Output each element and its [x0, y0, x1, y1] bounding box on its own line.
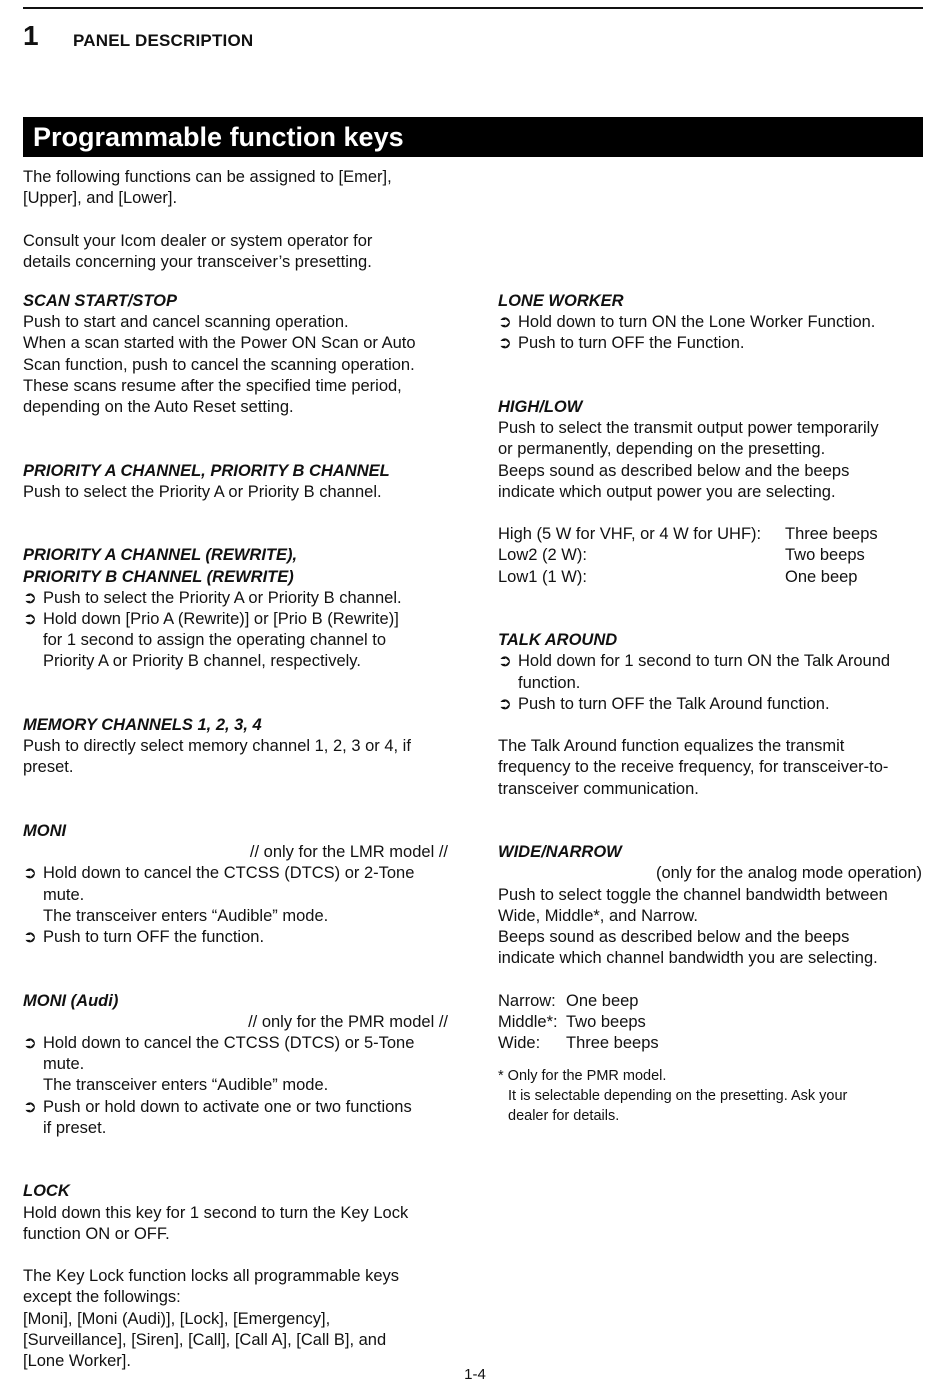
lock-title: LOCK [23, 1182, 70, 1201]
wide-narrow-line: Beeps sound as described below and the beeps [498, 927, 850, 946]
bandwidth-value: Three beeps [566, 1033, 659, 1052]
memory-title: MEMORY CHANNELS 1, 2, 3, 4 [23, 716, 262, 735]
bullet-item [23, 863, 463, 927]
bandwidth-label: Wide: [498, 1033, 541, 1052]
arrow-icon: ➲ [498, 694, 512, 713]
bullet-item [498, 651, 928, 693]
bullet-line: mute. [43, 885, 85, 904]
bullet-line: Push to turn OFF the function. [43, 928, 265, 947]
bullet-item [23, 1033, 463, 1097]
arrow-icon: ➲ [498, 313, 512, 332]
bullet-line: Push to turn OFF the Function. [518, 334, 745, 353]
arrow-icon: ➲ [23, 1034, 37, 1053]
bullet-line: Hold down for 1 second to turn ON the Talk Around [518, 652, 891, 671]
section-title-bar [23, 117, 923, 157]
bullet-line: Push to turn OFF the Talk Around function. [518, 694, 830, 713]
power-label: Low1 (1 W): [498, 567, 587, 586]
moni-note: // only for the LMR model // [249, 843, 448, 862]
priority-title: PRIORITY A CHANNEL, PRIORITY B CHANNEL [23, 461, 390, 480]
bullet-item [498, 312, 928, 333]
wide-narrow-line: Wide, Middle*, and Narrow. [498, 906, 698, 925]
bullet-item [23, 609, 463, 673]
lock-line: [Surveillance], [Siren], [Call], [Call A], [Call B], and [23, 1330, 387, 1349]
power-row [498, 545, 928, 566]
bullet-item [498, 333, 928, 354]
talk-around-line: frequency to the receive frequency, for transceiver-to- [498, 758, 889, 777]
arrow-icon: ➲ [23, 610, 37, 629]
bandwidth-row [498, 991, 928, 1012]
high-low-line: Push to select the transmit output power temporarily [498, 419, 879, 438]
bullet-line: function. [518, 673, 581, 692]
arrow-icon: ➲ [23, 928, 37, 947]
intro-line: Consult your Icom dealer or system operator for [23, 231, 373, 250]
arrow-icon: ➲ [498, 334, 512, 353]
power-value: Two beeps [785, 546, 865, 565]
chapter-title: PANEL DESCRIPTION [73, 31, 254, 50]
scan-line: When a scan started with the Power ON Scan or Auto [23, 334, 416, 353]
bullet-line: Hold down to turn ON the Lone Worker Function. [518, 313, 876, 332]
section-title: Programmable function keys [33, 122, 404, 152]
priority-rewrite-title: PRIORITY B CHANNEL (REWRITE) [23, 567, 294, 586]
arrow-icon: ➲ [23, 1097, 37, 1116]
talk-around-line: The Talk Around function equalizes the transmit [498, 737, 845, 756]
moni-audi-note: // only for the PMR model // [248, 1012, 448, 1031]
scan-line: Scan function, push to cancel the scanning operation. [23, 355, 415, 374]
arrow-icon: ➲ [498, 652, 512, 671]
bandwidth-label: Narrow: [498, 991, 556, 1010]
high-low-line: indicate which output power you are selecting. [498, 482, 836, 501]
priority-rewrite-title: PRIORITY A CHANNEL (REWRITE), [23, 546, 298, 565]
bullet-item [23, 588, 463, 609]
arrow-icon: ➲ [23, 588, 37, 607]
memory-line: Push to directly select memory channel 1, 2, 3 or 4, if [23, 737, 411, 756]
scan-title: SCAN START/STOP [23, 292, 178, 310]
wide-narrow-line: Push to select toggle the channel bandwidth between [498, 885, 888, 904]
bullet-line: Hold down [Prio A (Rewrite)] or [Prio B (Rewrite)] [43, 610, 399, 629]
bullet-item [23, 927, 463, 948]
right-column [498, 291, 928, 1126]
bullet-item [23, 1097, 463, 1139]
bandwidth-value: One beep [566, 991, 639, 1010]
high-low-line: or permanently, depending on the presetting. [498, 440, 826, 459]
moni-audi-title: MONI (Audi) [23, 991, 119, 1010]
bullet-line: mute. [43, 1055, 85, 1074]
intro-line: The following functions can be assigned to [Emer], [23, 168, 392, 186]
intro-line: details concerning your transceiver’s presetting. [23, 252, 372, 271]
power-row [498, 524, 928, 545]
bullet-line: Hold down to cancel the CTCSS (DTCS) or 2-Tone [43, 864, 415, 883]
priority-line: Push to select the Priority A or Priority B channel. [23, 482, 382, 501]
footnote: dealer for details. [508, 1108, 620, 1125]
power-label: High (5 W for VHF, or 4 W for UHF): [498, 525, 762, 544]
talk-around-title: TALK AROUND [498, 631, 618, 650]
bandwidth-row [498, 1033, 928, 1054]
bullet-line: Push or hold down to activate one or two functions [43, 1097, 412, 1116]
footnote: * Only for the PMR model. [498, 1068, 667, 1085]
lock-line: function ON or OFF. [23, 1224, 170, 1243]
scan-line: depending on the Auto Reset setting. [23, 398, 294, 417]
talk-around-line: transceiver communication. [498, 779, 699, 798]
intro [23, 167, 453, 273]
bullet-line: Hold down to cancel the CTCSS (DTCS) or 5-Tone [43, 1034, 415, 1053]
bullet-line: if preset. [43, 1118, 107, 1137]
wide-narrow-note: (only for the analog mode operation) [656, 864, 922, 883]
moni-title: MONI [23, 822, 67, 841]
lock-line: except the followings: [23, 1288, 181, 1307]
wide-narrow-line: indicate which channel bandwidth you are selecting. [498, 949, 878, 968]
header-rule [23, 7, 923, 9]
lock-line: [Lone Worker]. [23, 1352, 131, 1371]
intro-line: [Upper], and [Lower]. [23, 189, 178, 208]
lock-line: [Moni], [Moni (Audi)], [Lock], [Emergency], [23, 1309, 331, 1328]
lock-line: Hold down this key for 1 second to turn the Key Lock [23, 1203, 409, 1222]
power-value: Three beeps [785, 525, 878, 544]
bandwidth-row [498, 1012, 928, 1033]
power-value: One beep [785, 567, 858, 586]
memory-line: preset. [23, 758, 74, 777]
bullet-line: for 1 second to assign the operating channel to [43, 631, 387, 650]
bandwidth-label: Middle*: [498, 1012, 558, 1031]
left-column [23, 291, 463, 1372]
lock-line: The Key Lock function locks all programmable keys [23, 1267, 400, 1286]
bandwidth-value: Two beeps [566, 1012, 646, 1031]
arrow-icon: ➲ [23, 864, 37, 883]
chapter-number: 1 [23, 20, 39, 51]
scan-line: Push to start and cancel scanning operation. [23, 313, 349, 332]
wide-narrow-title: WIDE/NARROW [498, 843, 622, 862]
scan-line: These scans resume after the specified time period, [23, 376, 402, 395]
page-number: 1-4 [464, 1366, 486, 1383]
bullet-line: Priority A or Priority B channel, respectively. [43, 652, 361, 671]
high-low-title: HIGH/LOW [498, 398, 583, 416]
bullet-line: The transceiver enters “Audible” mode. [43, 1076, 329, 1095]
footnote: It is selectable depending on the presetting. Ask your [508, 1088, 848, 1105]
bullet-line: Push to select the Priority A or Priority B channel. [43, 588, 402, 607]
power-label: Low2 (2 W): [498, 546, 587, 565]
power-row [498, 567, 928, 588]
lone-worker-title: LONE WORKER [498, 292, 624, 310]
bullet-line: The transceiver enters “Audible” mode. [43, 906, 329, 925]
bullet-item [498, 694, 928, 715]
high-low-line: Beeps sound as described below and the beeps [498, 461, 850, 480]
